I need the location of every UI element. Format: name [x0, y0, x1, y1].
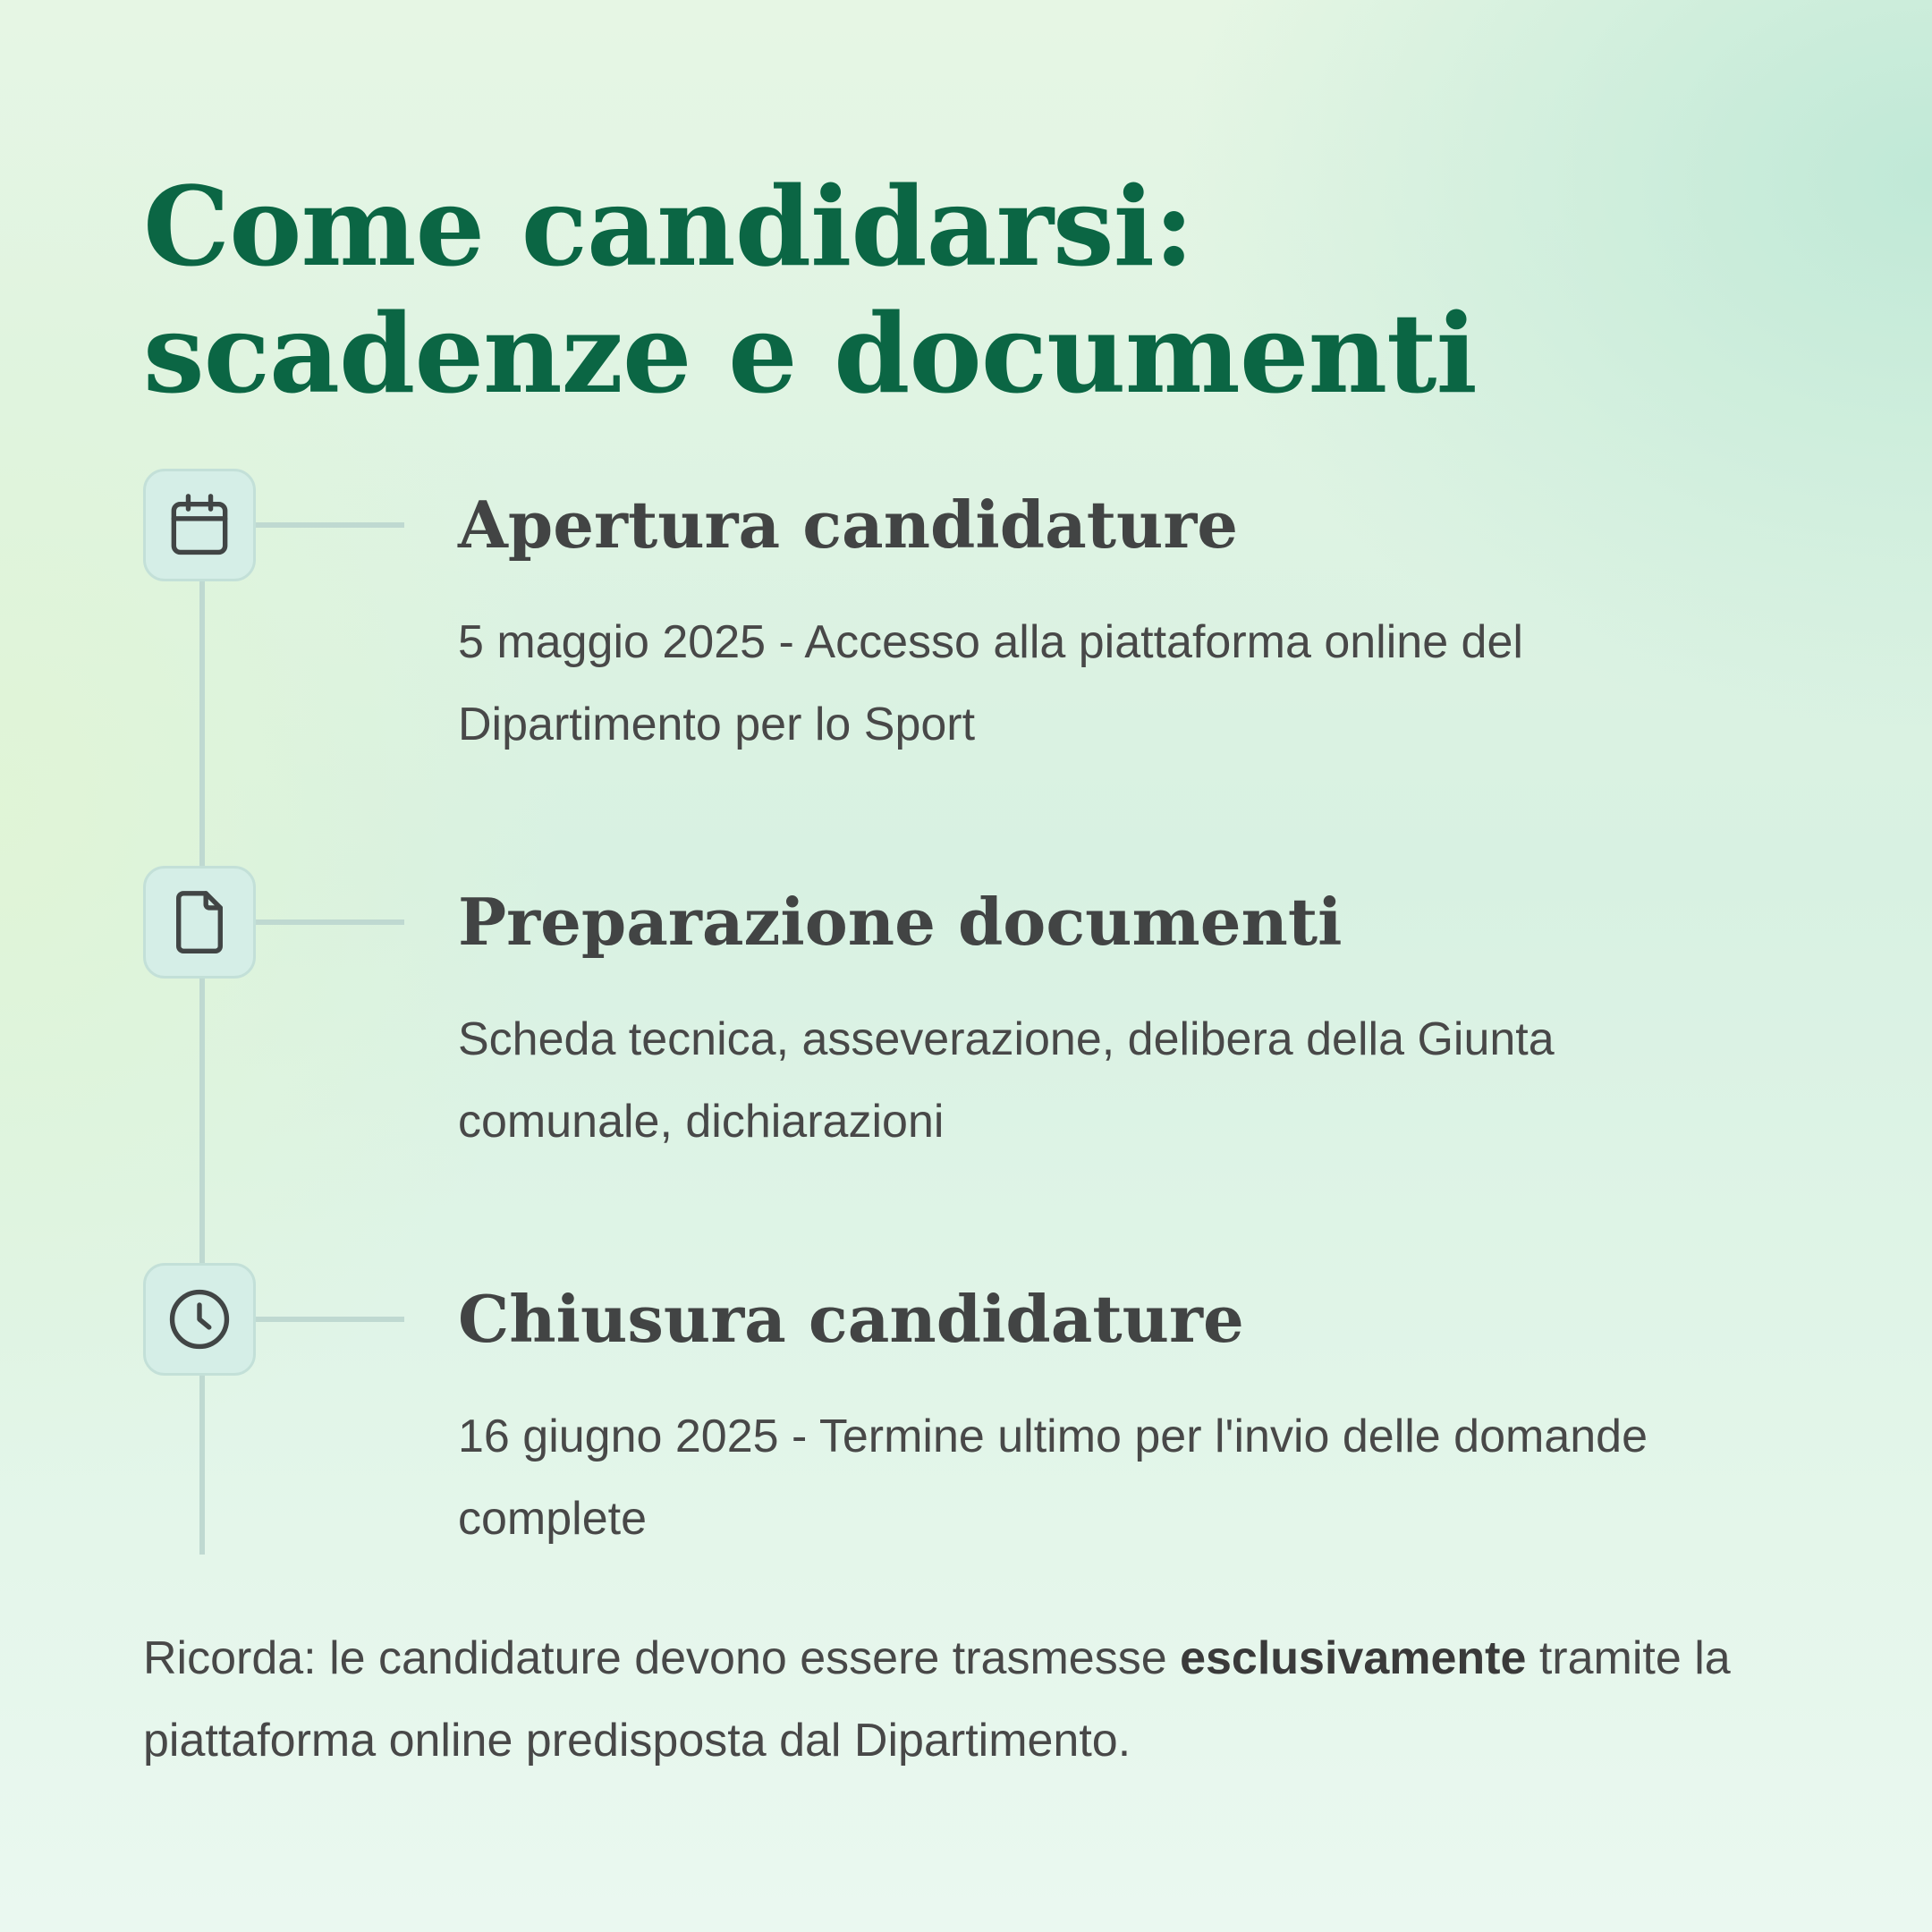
step-description: Scheda tecnica, asseverazione, delibera della Giunta comunale, dichiarazioni: [458, 1013, 1555, 1148]
step-title: Chiusura candidature: [458, 1281, 1244, 1357]
reminder-note: [143, 1617, 1807, 1782]
timeline-line: [199, 581, 205, 1555]
step-title: Apertura candidature: [458, 487, 1239, 563]
timeline-connector: [256, 1317, 404, 1322]
step-description: 5 maggio 2025 - Accesso alla piattaforma online del Dipartimento per lo Sport: [458, 616, 1523, 750]
reminder-emphasis: esclusivamente: [1180, 1632, 1527, 1684]
timeline-connector: [256, 522, 404, 528]
clock-icon: [143, 1263, 256, 1376]
timeline-connector: [256, 919, 404, 925]
step-description: 16 giugno 2025 - Termine ultimo per l'invio delle domande complete: [458, 1411, 1648, 1545]
reminder-prefix: Ricorda: le candidature devono essere trasmesse: [143, 1632, 1181, 1684]
document-icon: [143, 866, 256, 979]
page-title: Come candidarsi: scadenze e documenti: [143, 162, 1477, 418]
reminder-suffix: tramite la piattaforma online predisposta dal Dipartimento.: [143, 1632, 1731, 1767]
step-title: Preparazione documenti: [458, 884, 1343, 960]
calendar-icon: [143, 469, 256, 581]
